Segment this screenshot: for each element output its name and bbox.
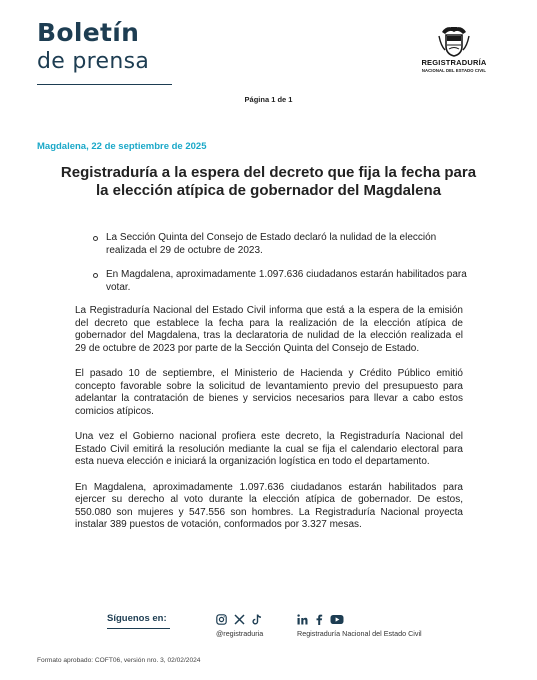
paragraph: Una vez el Gobierno nacional profiera este decreto, la Registraduría Nacional del Estado Civil emitirá la resolución mediante la cual se fija el calendario electoral para esta nueva elección e iniciará la organización logística en todo el departamento. xyxy=(75,431,463,467)
hollow-circle-bullet-icon xyxy=(93,236,98,241)
youtube-icon[interactable] xyxy=(330,614,344,625)
bullet-item xyxy=(93,269,473,294)
brand-title: Boletín xyxy=(37,18,140,47)
paragraph: La Registraduría Nacional del Estado Civil informa que está a la espera de la emisión del decreto que establece la fecha para la realización de la elección atípica de gobernador del Magdalena, tras la declaratoria de nulidad de la elección realizada el 29 de octubre de 2023 por parte de la Sección Quinta del Consejo de Estado. xyxy=(75,305,463,354)
summary-bullets xyxy=(93,232,473,306)
bullet-text: La Sección Quinta del Consejo de Estado declaró la nulidad de la elección realizada el 29 de octubre de 2023. xyxy=(106,232,437,256)
bullet-item xyxy=(93,232,473,257)
facebook-icon[interactable] xyxy=(315,614,323,625)
instagram-icon[interactable] xyxy=(216,614,227,625)
date-line: Magdalena, 22 de septiembre de 2025 xyxy=(37,141,207,152)
coat-of-arms-icon xyxy=(436,24,472,58)
headline: Registraduría a la espera del decreto que fija la fecha para la elección atípica de gobernador del Magdalena xyxy=(60,164,477,199)
header xyxy=(0,0,537,100)
tiktok-icon[interactable] xyxy=(252,614,262,625)
linkedin-icon[interactable] xyxy=(297,614,308,625)
article-body xyxy=(75,305,463,545)
logo-name: REGISTRADURÍA xyxy=(421,58,487,67)
follow-label: Síguenos en: xyxy=(107,613,167,624)
brand-subtitle: de prensa xyxy=(37,49,150,74)
handle-short[interactable]: @registraduria xyxy=(216,629,264,638)
paragraph: En Magdalena, aproximadamente 1.097.636 ciudadanos estarán habilitados para ejercer su derecho al voto durante la elección atípica de gobernador. De estos, 550.080 son mujeres y 547.556 son hombres. La Registraduría Nacional proyecta instalar 389 puestos de votación, conformados por 3.327 mesas. xyxy=(75,481,463,530)
x-icon[interactable] xyxy=(234,614,245,625)
page-number: Página 1 de 1 xyxy=(244,95,293,104)
registraduria-logo xyxy=(412,22,496,74)
format-line: Formato aprobado: COFT06, versión nro. 3, 02/02/2024 xyxy=(37,657,201,664)
hollow-circle-bullet-icon xyxy=(93,273,98,278)
bullet-text: En Magdalena, aproximadamente 1.097.636 ciudadanos estarán habilitados para votar. xyxy=(106,269,467,293)
social-group-primary xyxy=(216,614,262,625)
follow-divider xyxy=(107,628,170,629)
logo-subtitle: NACIONAL DEL ESTADO CIVIL xyxy=(421,68,487,73)
brand-divider xyxy=(37,84,172,85)
paragraph: El pasado 10 de septiembre, el Ministerio de Hacienda y Crédito Público emitió concepto favorable sobre la solicitud de levantamiento previo del presupuesto para adelantar la contratación de bienes y servicios necesarios para llevar a cabo estos comicios atípicos. xyxy=(75,368,463,417)
social-group-secondary xyxy=(297,614,344,625)
handle-full[interactable]: Registraduría Nacional del Estado Civil xyxy=(297,629,422,638)
